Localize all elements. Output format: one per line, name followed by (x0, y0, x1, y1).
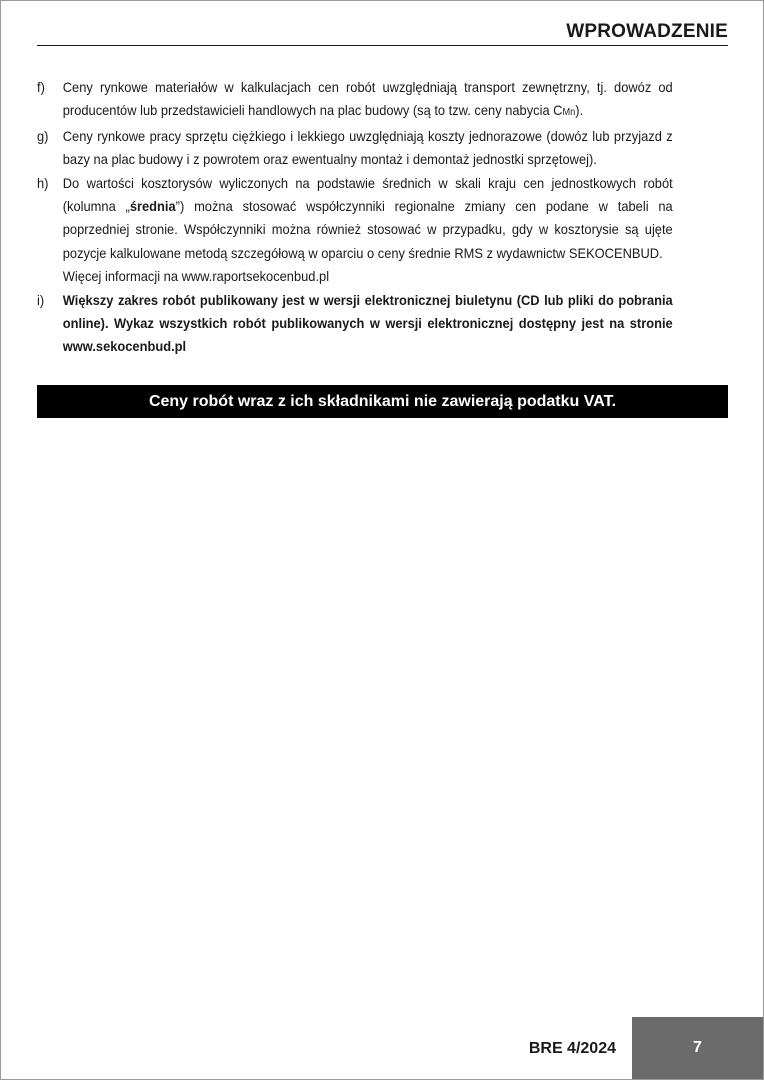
vat-notice-text: Ceny robót wraz z ich składnikami nie zawierają podatku VAT. (148, 392, 617, 410)
item-g-text: Ceny rynkowe pracy sprzętu ciężkiego i lekkiego uwzględniają koszty jednorazowe (dowóz lub przyjazd z bazy na plac budowy i z powrotem oraz ewentualny montaż i demontaż jednostki sprzętowej). (62, 127, 673, 168)
issue-label: BRE 4/2024 (528, 1040, 616, 1057)
list-marker: i) (37, 291, 45, 308)
list-item-i (37, 289, 673, 359)
list-marker: f) (37, 79, 45, 95)
vat-notice-banner (37, 385, 728, 418)
list-marker: h) (37, 174, 49, 191)
item-i-text: Większy zakres robót publikowany jest w wersji elektronicznej biuletynu (CD lub pliki do pobrania online). Wykaz wszystkich robót publikowanych w wersji elektronicznej dostępny jest na stronie www.sekocenbud.pl (62, 291, 673, 355)
page-number-box (632, 1017, 763, 1079)
header-rule (37, 45, 728, 46)
section-title: WPROWADZENIE (566, 21, 728, 42)
item-h-bold-term: średnia (129, 198, 176, 215)
item-h-text: Do wartości kosztorysów wyliczonych na podstawie średnich w skali kraju cen jednostkowych robót (kolumna „ (62, 174, 673, 215)
item-f-text: Ceny rynkowe materiałów w kalkulacjach cen robót uwzględniają transport zewnętrzny, tj. dowóz od producentów lub przedstawicieli handlowych na plac budowy (są to tzw. ceny nabycia C (62, 79, 673, 119)
item-h-paragraph (63, 172, 673, 266)
list-item-g (37, 125, 673, 172)
notes-list (37, 76, 673, 359)
list-marker: g) (37, 127, 49, 144)
list-item-h (37, 172, 673, 289)
list-item-text (63, 172, 673, 289)
item-h-more-info: Więcej informacji na www.raportsekocenbud.pl (62, 268, 330, 285)
list-item-text (63, 76, 673, 125)
page-number: 7 (693, 1039, 702, 1056)
item-f-subscript: Mn (562, 107, 576, 119)
item-f-text-end: ). (575, 102, 584, 119)
item-h-text-end: ”) można stosować współczynniki regionalne zmiany cen podane w tabeli na poprzedniej stronie. Współczynniki można również stosować w przypadku, gdy w kosztorysie są ujęte pozycje kalkulowane metodą szczegółową w oparciu o ceny średnie RMS z wydawnictw SEKOCENBUD. (62, 198, 673, 261)
list-item-f (37, 76, 673, 125)
